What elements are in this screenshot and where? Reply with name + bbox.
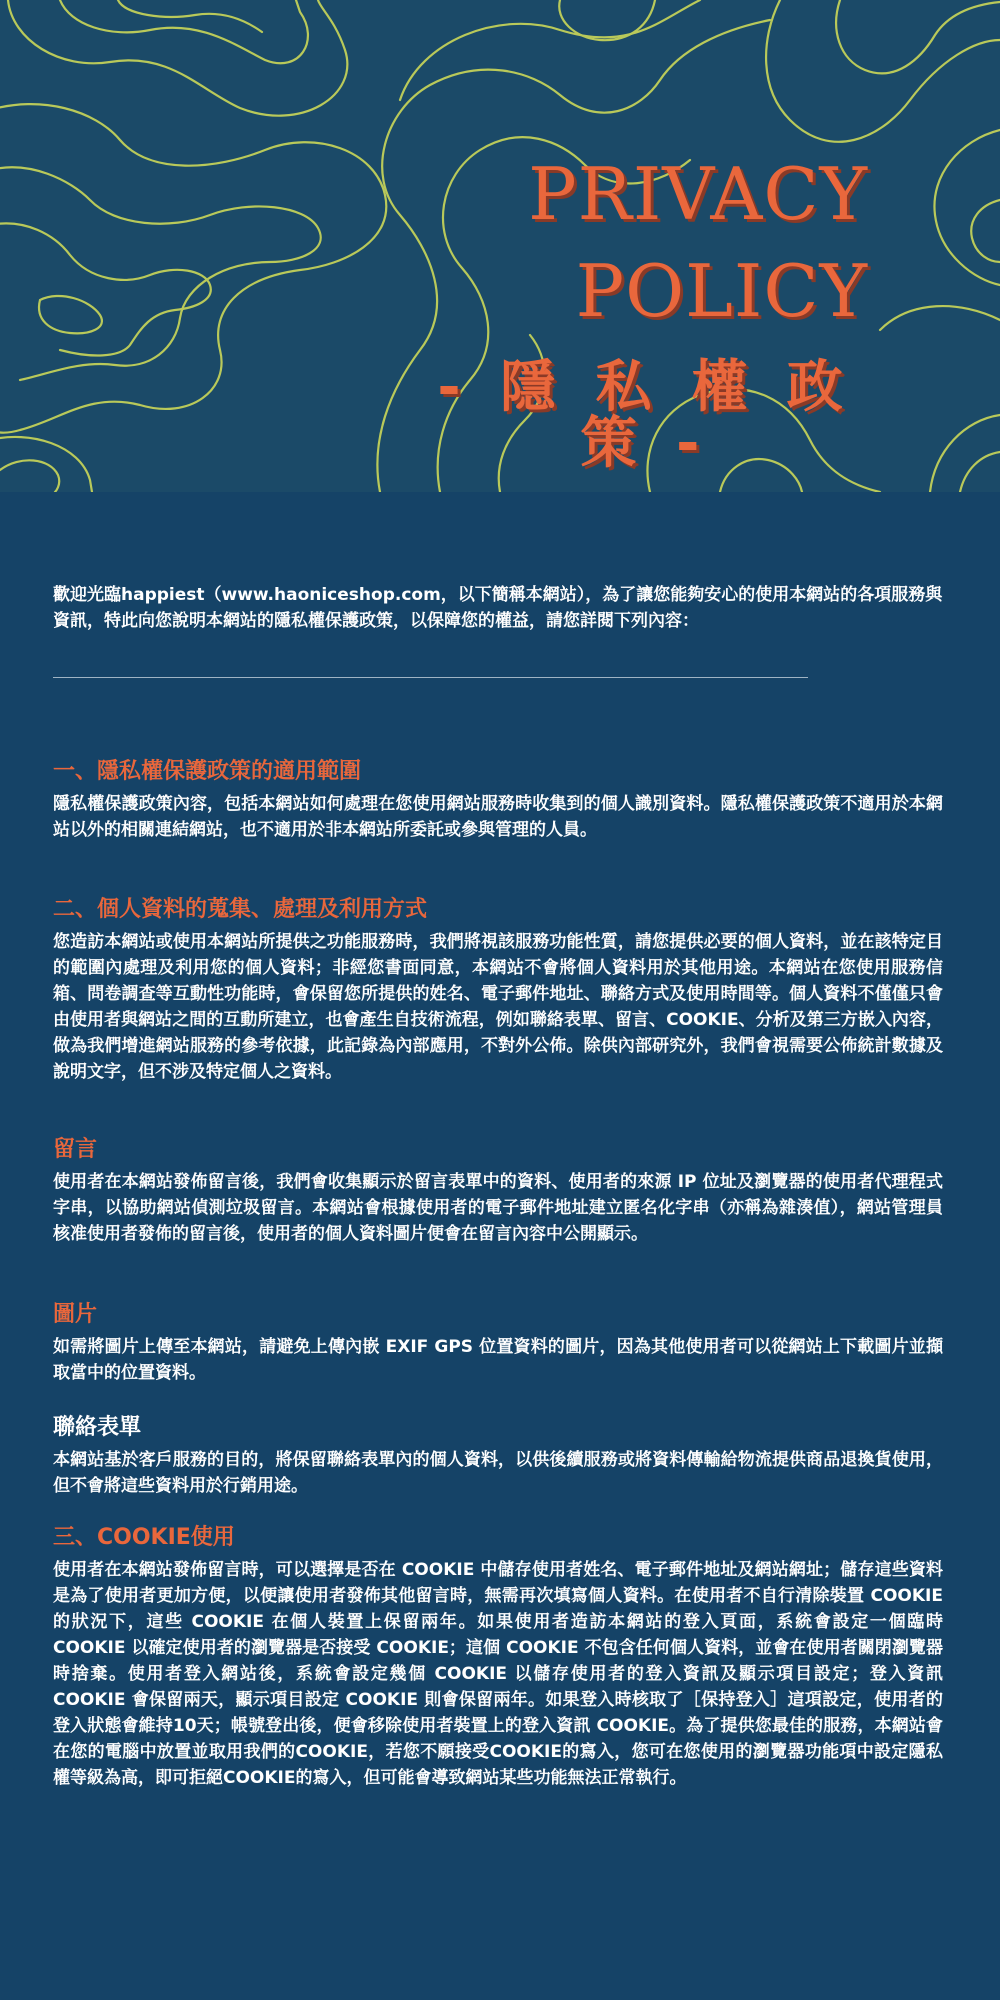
section-comments	[53, 1135, 943, 1247]
section-heading: 二、個人資料的蒐集、處理及利用方式	[53, 897, 428, 922]
section-images	[53, 1300, 943, 1386]
section-contact-form	[53, 1413, 943, 1499]
section-body: 使用者在本網站發佈留言時，可以選擇是否在 COOKIE 中儲存使用者姓名、電子郵件地址及網站網址；儲存這些資料是為了使用者更加方便，以便讓使用者發佈其他留言時，無需再次填寫個人資料。在使用者不自行清除裝置 COOKIE 的狀況下，這些 COOKIE 在個人裝置上保留兩年。如果使用者造訪本網站的登入頁面，系統會設定一個臨時 COOKIE 以確定使用者的瀏覽器是否接受 COOKIE；這個 COOKIE 不包含任何個人資料，並會在使用者關閉瀏覽器時捨棄。使用者登入網站後，系統會設定幾個 COOKIE 以儲存使用者的登入資訊及顯示項目設定；登入資訊 COOKIE 會保留兩天，顯示項目設定 COOKIE 則會保留兩年。如果登入時核取了［保持登入］這項設定，使用者的登入狀態會維持10天；帳號登出後，便會移除使用者裝置上的登入資訊 COOKIE。為了提供您最佳的服務，本網站會在您的電腦中放置並取用我們的COOKIE，若您不願接受COOKIE的寫入，您可在您使用的瀏覽器功能項中設定隱私權等級為高，即可拒絕COOKIE的寫入，但可能會導致網站某些功能無法正常執行。	[53, 1560, 943, 1788]
title-chinese: - 隱 私 權 政 策 -	[437, 355, 853, 476]
section-body: 您造訪本網站或使用本網站所提供之功能服務時，我們將視該服務功能性質，請您提供必要的個人資料，並在該特定目的範圍內處理及利用您的個人資料；非經您書面同意，本網站不會將個人資料用於其他用途。本網站在您使用服務信箱、問卷調查等互動性功能時，會保留您所提供的姓名、電子郵件地址、聯絡方式及使用時間等。個人資料不僅僅只會由使用者與網站之間的互動所建立，也會產生自技術流程，例如聯絡表單、留言、COOKIE、分析及第三方嵌入內容，做為我們增進網站服務的參考依據，此記錄為內部應用，不對外公佈。除供內部研究外，我們會視需要公佈統計數據及說明文字，但不涉及特定個人之資料。	[53, 932, 943, 1082]
divider	[53, 677, 808, 678]
section-heading: 圖片	[53, 1302, 98, 1327]
section-heading: 三、COOKIE使用	[53, 1525, 235, 1550]
section-cookies	[53, 1523, 943, 1791]
header-banner	[0, 0, 1000, 492]
section-body: 本網站基於客戶服務的目的，將保留聯絡表單內的個人資料，以供後續服務或將資料傳輸給物流提供商品退換貨使用，但不會將這些資料用於行銷用途。	[53, 1450, 943, 1496]
section-body: 隱私權保護政策內容，包括本網站如何處理在您使用網站服務時收集到的個人識別資料。隱私權保護政策不適用於本網站以外的相關連結網站，也不適用於非本網站所委託或參與管理的人員。	[53, 794, 943, 840]
section-heading: 聯絡表單	[53, 1415, 142, 1440]
section-heading: 留言	[53, 1137, 98, 1162]
title-english-line1: PRIVACY	[528, 152, 868, 236]
title-english-line2: POLICY	[575, 249, 868, 333]
section-body: 使用者在本網站發佈留言後，我們會收集顯示於留言表單中的資料、使用者的來源 IP 位址及瀏覽器的使用者代理程式字串，以協助網站偵測垃圾留言。本網站會根據使用者的電子郵件地址建立匿名化字串（亦稱為雜湊值），網站管理員核准使用者發佈的留言後，使用者的個人資料圖片便會在留言內容中公開顯示。	[53, 1172, 943, 1244]
intro-paragraph: 歡迎光臨happiest（www.haoniceshop.com，以下簡稱本網站），為了讓您能夠安心的使用本網站的各項服務與資訊，特此向您說明本網站的隱私權保護政策，以保障您的權益，請您詳閱下列內容：	[53, 585, 943, 631]
section-scope	[53, 757, 943, 843]
section-body: 如需將圖片上傳至本網站，請避免上傳內嵌 EXIF GPS 位置資料的圖片，因為其他使用者可以從網站上下載圖片並擷取當中的位置資料。	[53, 1337, 943, 1383]
section-heading: 一、隱私權保護政策的適用範圍	[53, 759, 362, 784]
section-data-collection	[53, 895, 943, 1085]
